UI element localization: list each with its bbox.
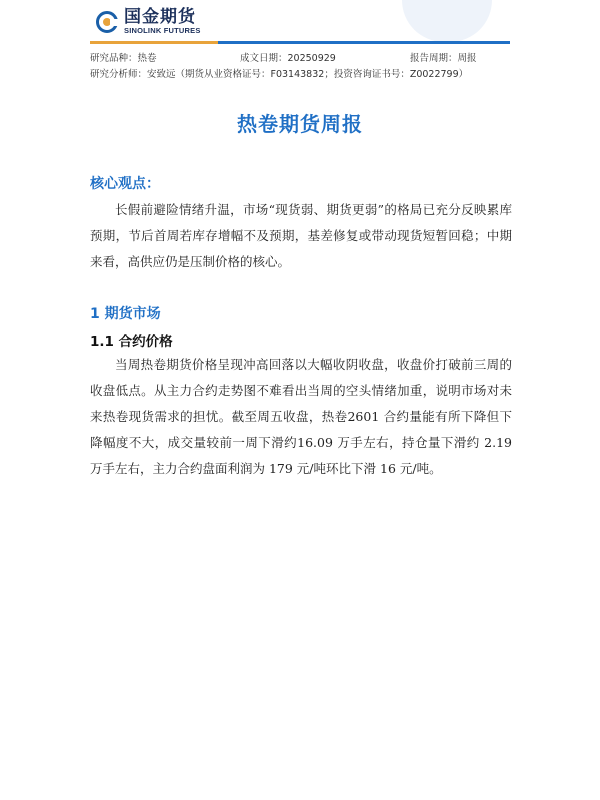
report-meta-row <box>90 50 510 64</box>
header-rule-gold <box>90 41 218 44</box>
page-header <box>0 0 600 48</box>
section-futures-heading: 1 期货市场 <box>90 306 161 322</box>
logo-chinese-name: 国金期货 <box>124 7 196 27</box>
header-rule-blue <box>218 41 510 44</box>
subsection-contract-price-heading: 1.1 合约价格 <box>90 334 173 350</box>
meta-variety: 研究品种：热卷 <box>90 53 157 64</box>
logo-circle-icon <box>96 11 118 33</box>
meta-period: 报告周期：周报 <box>410 53 477 64</box>
core-view-heading: 核心观点： <box>90 176 160 192</box>
watermark-logo <box>402 0 492 42</box>
contract-price-paragraph: 当周热卷期货价格呈现冲高回落以大幅收阴收盘，收盘价打破前三周的收盘低点。从主力合约走势图不难看出当周的空头情绪加重，说明市场对未来热卷现货需求的担忧。截至周五收盘，热卷2601 合约量能有所下降但下降幅度不大，成交量较前一周下滑约16.09 万手左右，持仓量下滑约 2.19 万手左右，主力合约盘面利润为 179 元/吨环比下滑 16 元/吨。 <box>90 357 512 476</box>
meta-analyst: 研究分析师：安致远（期货从业资格证号：F03143832；投资咨询证书号：Z0022799） <box>90 69 469 80</box>
core-view-paragraph: 长假前避险情绪升温，市场“现货弱、期货更弱”的格局已充分反映累库预期，节后首周若库存增幅不及预期，基差修复或带动现货短暂回稳；中期来看，高供应仍是压制价格的核心。 <box>90 202 512 269</box>
meta-date: 成文日期：20250929 <box>240 53 336 64</box>
company-logo <box>96 8 201 35</box>
document-title: 热卷期货周报 <box>237 112 363 136</box>
logo-english-name: SINOLINK FUTURES <box>124 26 201 35</box>
